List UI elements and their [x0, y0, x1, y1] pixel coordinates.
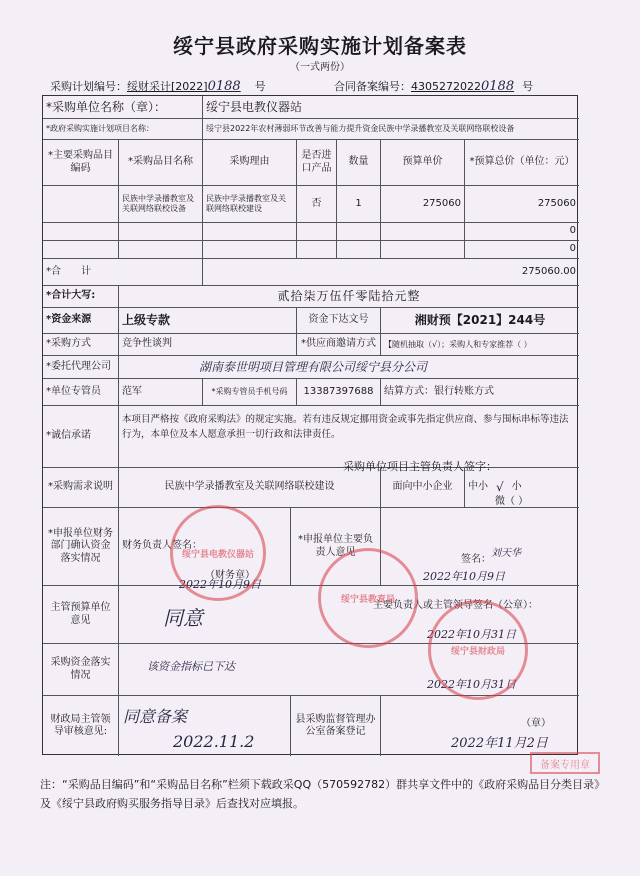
plan-number-value: 绥财采计[2022]: [127, 80, 208, 93]
fund-check-hand: 该资金指标已下达: [147, 660, 235, 673]
promise-text: 本项目严格按《政府采购法》的规定实施。若有违反规定挪用资金或事先指定供应商、参与围标串标等违法行为，本单位及本人愿意承担一切行政和法律责任。: [119, 406, 579, 468]
supplier-label: *供应商邀请方式: [297, 334, 381, 356]
row1-code: [43, 186, 119, 223]
col-total-header: *预算总价（单位：元）: [465, 140, 579, 186]
row2-qty: [337, 223, 381, 241]
row2-import: [297, 223, 337, 241]
plan-number-label: 采购计划编号：: [50, 80, 127, 93]
col-unit-price-header: 预算单价: [381, 140, 465, 186]
row2-code: [43, 223, 119, 241]
plan-number: [50, 78, 266, 94]
method-value: 竞争性谈判: [119, 334, 297, 356]
agency-label: *委托代理公司: [43, 356, 119, 379]
sum-capital-value: 贰拾柒万伍仟零陆拾元整: [119, 286, 579, 308]
sum-capital-label: *合计大写:: [43, 286, 119, 308]
row2-unit-price: [381, 223, 465, 241]
col-import-header: 是否进口产品: [297, 140, 337, 186]
phone-label: *采购专管员手机号码: [203, 379, 297, 406]
sum-label: *合 计: [43, 259, 203, 286]
finance-bureau-stamp: [428, 600, 528, 700]
officer-value: 范军: [119, 379, 203, 406]
row3-unit-price: [381, 241, 465, 259]
row2-total: 0: [465, 223, 579, 241]
agency-value: 湖南泰世明项目管理有限公司绥宁县分公司: [119, 356, 579, 379]
footnote: 注：“采购品目编码”和“采购品目名称”栏须下载政采QQ（570592782）群共享文件中的《政府采购品目分类目录》及《绥宁县政府购买服务指导目录》后查找对应填报。: [40, 778, 600, 810]
project-label: *政府采购实施计划项目名称：: [43, 119, 203, 140]
sme-check: √: [496, 480, 504, 494]
phone-value: 13387397688: [297, 379, 381, 406]
sme-small: 中小: [468, 481, 488, 493]
col-code-header: *主要采购品目编码: [43, 140, 119, 186]
unit-stamp-text: 绥宁县电教仪器站: [181, 549, 254, 560]
fund-source-value: 上级专款: [119, 308, 297, 334]
record-stamp: [530, 752, 600, 774]
page-title: 绥宁县政府采购实施计划备案表: [173, 34, 467, 58]
page-subtitle: （一式两份）: [290, 62, 350, 73]
sme-micro: 微（ ）: [495, 496, 529, 507]
dept-leader-label: 主要负责人或主管领导签名（公章）：: [373, 600, 538, 611]
chief-sign: 刘天华: [491, 548, 521, 559]
supplier-value: 【随机抽取（√）；采购人和专家推荐（ ）: [381, 334, 579, 356]
fund-source-label: *资金来源: [43, 308, 119, 334]
bureau-date: 2022.11.2: [173, 732, 255, 751]
row3-qty: [337, 241, 381, 259]
finance-label: *申报单位财务部门确认资金落实情况: [43, 508, 119, 586]
col-qty-header: 数量: [337, 140, 381, 186]
fund-check-date: 2022年10月31日: [427, 678, 516, 691]
row1-unit-price: 275060: [381, 186, 465, 223]
dept-date: 2022年10月31日: [427, 628, 516, 641]
row2-name: [119, 223, 203, 241]
need-label: *采购需求说明: [43, 468, 119, 508]
contract-number-suffix: 号: [522, 80, 534, 93]
chief-sign-label: 签名：: [461, 554, 491, 565]
unit-stamp: [170, 505, 266, 601]
leader-sign-label: 采购单位项目主管负责人签字：: [343, 460, 497, 473]
sme-label: 面向中小企业: [381, 468, 465, 508]
officer-label: *单位专管员: [43, 379, 119, 406]
fund-check-label: 采购资金落实情况: [43, 644, 119, 696]
row3-total: 0: [465, 241, 579, 259]
finance-sign-label: 财务负责人签名：: [122, 540, 202, 551]
contract-number-label: 合同备案编号：: [334, 80, 411, 93]
col-reason-header: 采购理由: [203, 140, 297, 186]
row1-import: 否: [297, 186, 337, 223]
bureau-label: 财政局主管领导审核意见:: [43, 696, 119, 756]
row1-total: 275060: [465, 186, 579, 223]
unit-label: *采购单位名称（章）：: [43, 96, 203, 119]
sum-value: 275060.00: [203, 259, 579, 286]
row1-reason: 民族中学录播教室及关联网络联校建设: [203, 186, 297, 223]
finance-date: 2022年10月9日: [179, 578, 261, 591]
contract-number-hand: 0188: [481, 79, 515, 94]
dept-hand: 同意: [163, 606, 203, 630]
row1-name: 民族中学录播教室及关联网络联校设备: [119, 186, 203, 223]
education-stamp-text: 绥宁县教育局: [340, 594, 395, 605]
promise-label: *诚信承诺: [43, 406, 119, 468]
dept-label: 主管预算单位意见: [43, 586, 119, 644]
row1-qty: 1: [337, 186, 381, 223]
bureau-hand: 同意备案: [123, 707, 188, 726]
row3-import: [297, 241, 337, 259]
settlement-value: 结算方式：银行转账方式: [381, 379, 579, 406]
supervise-label: 县采购监督管理办公室备案登记: [291, 696, 381, 756]
finance-bureau-stamp-text: 绥宁县财政局: [450, 646, 505, 657]
finance-seal: （财务章）: [205, 570, 255, 581]
unit-value: 绥宁县电教仪器站: [203, 96, 579, 119]
project-value: 绥宁县2022年农村薄弱环节改善与能力提升资金民族中学录播教室及关联网络联校设备: [203, 119, 579, 140]
row3-name: [119, 241, 203, 259]
row2-reason: [203, 223, 297, 241]
need-value: 民族中学录播教室及关联网络联校建设: [119, 468, 381, 508]
record-stamp-text: 备案专用章: [540, 759, 590, 771]
sme-xiao: 小: [511, 481, 522, 493]
row3-code: [43, 241, 119, 259]
supervise-seal: （章）: [521, 718, 551, 729]
plan-number-hand: 0188: [207, 79, 241, 94]
fund-doc-value: 湘财预【2021】244号: [381, 308, 579, 334]
fund-doc-label: 资金下达文号: [297, 308, 381, 334]
chief-label: *申报单位主要负责人意见: [291, 508, 381, 586]
method-label: *采购方式: [43, 334, 119, 356]
contract-number-value: 4305272022: [411, 80, 481, 93]
plan-number-suffix: 号: [254, 80, 266, 93]
col-name-header: *采购品目名称: [119, 140, 203, 186]
chief-date: 2022年10月9日: [423, 570, 505, 583]
education-stamp: [318, 548, 418, 648]
contract-number: [334, 78, 533, 94]
supervise-date: 2022年11月2日: [451, 736, 548, 751]
row3-reason: [203, 241, 297, 259]
